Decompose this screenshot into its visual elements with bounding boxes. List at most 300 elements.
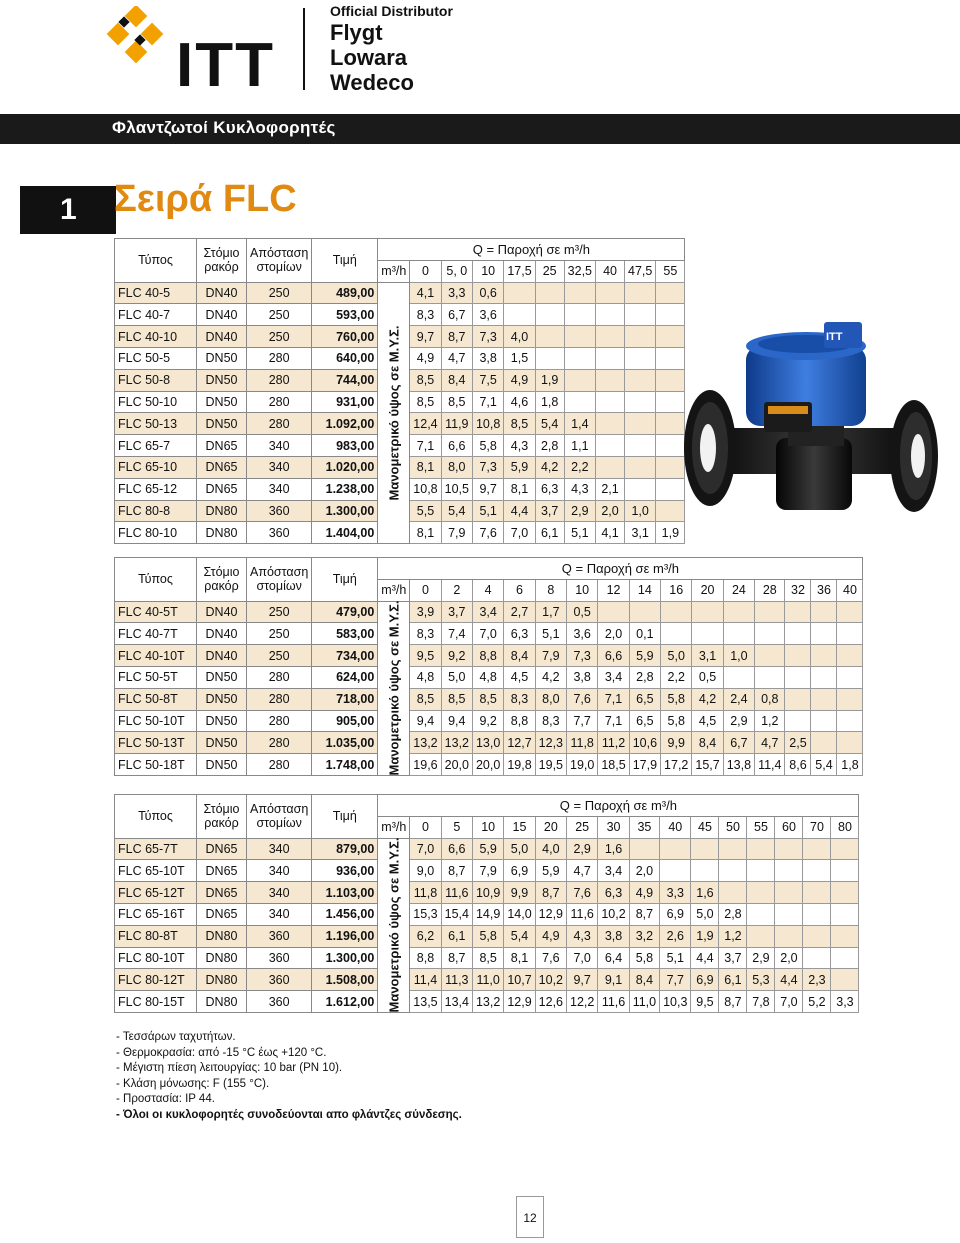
type-cell: FLC 50-8: [115, 369, 197, 391]
head-value-cell: 6,1: [535, 522, 564, 544]
col-price-header: Τιμή: [312, 795, 378, 839]
col-type-header: Τύπος: [115, 558, 197, 602]
type-cell: FLC 40-10T: [115, 645, 197, 667]
head-value-cell: 6,7: [441, 304, 472, 326]
distance-cell: 340: [247, 478, 312, 500]
head-value-cell: 8,1: [410, 522, 441, 544]
head-value-cell: [629, 601, 660, 623]
head-value-cell: 7,6: [535, 947, 566, 969]
head-value-cell: 12,6: [535, 991, 566, 1013]
port-cell: DN40: [197, 601, 247, 623]
head-value-cell: 9,1: [598, 969, 629, 991]
price-cell: 593,00: [312, 304, 378, 326]
distance-cell: 360: [247, 500, 312, 522]
head-value-cell: 4,1: [410, 282, 441, 304]
head-label: Μανομετρικό ύψος σε Μ.Υ.Σ.: [386, 600, 402, 776]
head-value-cell: 4,4: [775, 969, 803, 991]
head-value-cell: 5,9: [629, 645, 660, 667]
q-value-header: 5: [441, 816, 472, 838]
head-value-cell: 3,3: [441, 282, 472, 304]
head-value-cell: [691, 860, 719, 882]
head-label-cell: [378, 282, 410, 544]
head-value-cell: 5,1: [472, 500, 503, 522]
q-value-header: 40: [837, 579, 863, 601]
head-value-cell: 6,9: [660, 903, 691, 925]
head-value-cell: [564, 391, 595, 413]
head-value-cell: [785, 601, 811, 623]
head-value-cell: 17,9: [629, 754, 660, 776]
head-value-cell: 4,3: [567, 925, 598, 947]
head-value-cell: [504, 282, 535, 304]
head-value-cell: 3,6: [472, 304, 503, 326]
head-value-cell: 13,2: [410, 732, 441, 754]
table-row: [115, 666, 863, 688]
q-value-header: 15: [504, 816, 535, 838]
distance-cell: 250: [247, 601, 312, 623]
head-value-cell: [691, 838, 719, 860]
q-value-header: 24: [723, 579, 754, 601]
head-value-cell: 4,5: [504, 666, 535, 688]
head-value-cell: 11,3: [441, 969, 472, 991]
col-price-header: Τιμή: [312, 558, 378, 602]
head-value-cell: 7,0: [472, 623, 503, 645]
port-cell: DN80: [197, 522, 247, 544]
head-value-cell: [811, 732, 837, 754]
price-cell: 1.456,00: [312, 903, 378, 925]
head-value-cell: 1,5: [504, 347, 535, 369]
head-value-cell: 2,8: [535, 435, 564, 457]
head-value-cell: 2,9: [567, 838, 598, 860]
head-value-cell: 10,2: [535, 969, 566, 991]
head-value-cell: 7,4: [441, 623, 472, 645]
head-value-cell: 5,9: [535, 860, 566, 882]
head-value-cell: [831, 838, 859, 860]
head-value-cell: [660, 838, 691, 860]
note-item: - Κλάση μόνωσης: F (155 °C).: [116, 1077, 270, 1090]
head-value-cell: 9,9: [504, 882, 535, 904]
head-value-cell: 7,6: [472, 522, 503, 544]
head-value-cell: [755, 645, 785, 667]
head-value-cell: 19,5: [535, 754, 566, 776]
head-value-cell: 8,3: [410, 623, 441, 645]
port-cell: DN40: [197, 326, 247, 348]
head-value-cell: 1,7: [535, 601, 566, 623]
head-value-cell: 4,3: [504, 435, 535, 457]
head-value-cell: [596, 347, 625, 369]
head-value-cell: 1,8: [535, 391, 564, 413]
head-value-cell: [535, 282, 564, 304]
head-value-cell: [775, 860, 803, 882]
head-value-cell: 5,0: [661, 645, 692, 667]
head-value-cell: 0,6: [472, 282, 503, 304]
head-value-cell: 8,5: [441, 391, 472, 413]
head-value-cell: [775, 882, 803, 904]
price-cell: 905,00: [312, 710, 378, 732]
head-value-cell: 1,9: [656, 522, 685, 544]
head-value-cell: 9,4: [410, 710, 441, 732]
head-value-cell: 7,8: [747, 991, 775, 1013]
distance-cell: 340: [247, 838, 312, 860]
head-value-cell: [625, 478, 656, 500]
head-value-cell: 1,6: [598, 838, 629, 860]
price-cell: 760,00: [312, 326, 378, 348]
head-value-cell: 5,9: [472, 838, 503, 860]
head-value-cell: [596, 369, 625, 391]
head-value-cell: 0,8: [755, 688, 785, 710]
price-cell: 1.300,00: [312, 947, 378, 969]
port-cell: DN50: [197, 413, 247, 435]
head-value-cell: 15,7: [692, 754, 723, 776]
distance-cell: 280: [247, 710, 312, 732]
port-cell: DN65: [197, 478, 247, 500]
col-port-header: Στόμιο ρακόρ: [197, 795, 247, 839]
head-value-cell: [747, 860, 775, 882]
distance-cell: 340: [247, 903, 312, 925]
head-value-cell: 8,4: [629, 969, 659, 991]
price-cell: 479,00: [312, 601, 378, 623]
type-cell: FLC 50-5: [115, 347, 197, 369]
port-cell: DN40: [197, 645, 247, 667]
head-value-cell: [660, 860, 691, 882]
port-cell: DN80: [197, 500, 247, 522]
distance-cell: 250: [247, 304, 312, 326]
q-value-header: 28: [755, 579, 785, 601]
head-value-cell: 4,9: [504, 369, 535, 391]
head-value-cell: [723, 666, 754, 688]
head-value-cell: [535, 347, 564, 369]
table-row: [115, 903, 859, 925]
head-value-cell: 12,9: [535, 903, 566, 925]
head-value-cell: 8,7: [629, 903, 659, 925]
head-value-cell: 1,6: [691, 882, 719, 904]
flow-header: Q = Παροχή σε m³/h: [378, 239, 685, 261]
head-value-cell: 10,6: [629, 732, 660, 754]
table-row: [115, 623, 863, 645]
type-cell: FLC 50-13: [115, 413, 197, 435]
head-value-cell: [625, 413, 656, 435]
head-value-cell: 3,7: [441, 601, 472, 623]
head-value-cell: 3,4: [598, 666, 629, 688]
col-distance-header: Απόσταση στομίων: [247, 239, 312, 283]
head-value-cell: 3,1: [625, 522, 656, 544]
table-row: [115, 688, 863, 710]
head-value-cell: 7,5: [472, 369, 503, 391]
head-value-cell: 5,8: [472, 925, 503, 947]
flow-header: Q = Παροχή σε m³/h: [378, 795, 859, 817]
head-value-cell: [831, 860, 859, 882]
distance-cell: 280: [247, 732, 312, 754]
q-value-header: 32,5: [564, 260, 595, 282]
brand-wedeco: Wedeco: [330, 70, 414, 95]
col-type-header: Τύπος: [115, 795, 197, 839]
head-value-cell: 10,8: [472, 413, 503, 435]
head-value-cell: [837, 688, 863, 710]
head-value-cell: [811, 666, 837, 688]
head-value-cell: 2,9: [564, 500, 595, 522]
table-row: [115, 732, 863, 754]
head-value-cell: [719, 860, 747, 882]
q-value-header: 25: [535, 260, 564, 282]
head-value-cell: [803, 947, 831, 969]
port-cell: DN40: [197, 304, 247, 326]
head-value-cell: 4,0: [504, 326, 535, 348]
head-value-cell: 8,7: [441, 947, 472, 969]
table-header-row: [115, 239, 685, 261]
head-value-cell: [747, 925, 775, 947]
head-value-cell: 4,0: [535, 838, 566, 860]
head-value-cell: 8,3: [504, 688, 535, 710]
head-value-cell: 1,9: [535, 369, 564, 391]
head-value-cell: 1,4: [564, 413, 595, 435]
head-value-cell: 3,7: [719, 947, 747, 969]
q-value-header: 35: [629, 816, 659, 838]
spec-table: [114, 557, 863, 776]
head-value-cell: 7,6: [567, 882, 598, 904]
head-value-cell: 9,0: [410, 860, 441, 882]
head-value-cell: 7,1: [472, 391, 503, 413]
type-cell: FLC 40-7: [115, 304, 197, 326]
head-value-cell: 10,8: [410, 478, 441, 500]
head-value-cell: 5,4: [504, 925, 535, 947]
brand-lowara: Lowara: [330, 45, 408, 70]
price-cell: 1.508,00: [312, 969, 378, 991]
head-value-cell: 20,0: [472, 754, 503, 776]
price-cell: 640,00: [312, 347, 378, 369]
head-value-cell: 3,3: [660, 882, 691, 904]
distance-cell: 280: [247, 391, 312, 413]
q-value-header: 30: [598, 816, 629, 838]
q-value-header: 20: [692, 579, 723, 601]
head-value-cell: 5,0: [691, 903, 719, 925]
head-value-cell: [837, 601, 863, 623]
head-value-cell: 6,6: [441, 838, 472, 860]
col-port-header: Στόμιο ρακόρ: [197, 239, 247, 283]
head-value-cell: 11,0: [472, 969, 503, 991]
head-value-cell: 13,5: [410, 991, 441, 1013]
head-value-cell: 13,2: [441, 732, 472, 754]
head-value-cell: [831, 947, 859, 969]
head-label-cell: [378, 838, 410, 1012]
price-cell: 734,00: [312, 645, 378, 667]
head-value-cell: 15,4: [441, 903, 472, 925]
col-distance-header: Απόσταση στομίων: [247, 558, 312, 602]
head-value-cell: 8,5: [410, 369, 441, 391]
port-cell: DN50: [197, 710, 247, 732]
port-cell: DN65: [197, 903, 247, 925]
price-cell: 624,00: [312, 666, 378, 688]
price-cell: 1.092,00: [312, 413, 378, 435]
type-cell: FLC 80-8: [115, 500, 197, 522]
head-value-cell: 5,0: [504, 838, 535, 860]
logo-text: ITT: [176, 31, 275, 100]
port-cell: DN50: [197, 688, 247, 710]
type-cell: FLC 50-10T: [115, 710, 197, 732]
head-value-cell: [803, 882, 831, 904]
table-row: [115, 645, 863, 667]
head-value-cell: 7,7: [567, 710, 598, 732]
price-cell: 983,00: [312, 435, 378, 457]
head-value-cell: 3,8: [567, 666, 598, 688]
port-cell: DN50: [197, 391, 247, 413]
price-cell: 1.238,00: [312, 478, 378, 500]
head-value-cell: 6,9: [691, 969, 719, 991]
head-value-cell: 11,4: [755, 754, 785, 776]
q-value-header: 12: [598, 579, 629, 601]
distance-cell: 250: [247, 645, 312, 667]
head-value-cell: 7,9: [472, 860, 503, 882]
head-value-cell: 6,3: [504, 623, 535, 645]
head-value-cell: 9,4: [441, 710, 472, 732]
type-cell: FLC 40-10: [115, 326, 197, 348]
head-value-cell: 4,6: [504, 391, 535, 413]
head-value-cell: [785, 645, 811, 667]
head-value-cell: 0,5: [567, 601, 598, 623]
head-value-cell: 5,8: [661, 688, 692, 710]
note-item: - Μέγιστη πίεση λειτουργίας: 10 bar (PN 10).: [116, 1062, 343, 1074]
head-value-cell: [564, 304, 595, 326]
head-value-cell: 10,7: [504, 969, 535, 991]
head-value-cell: 2,0: [598, 623, 629, 645]
q-value-header: 0: [410, 260, 441, 282]
head-value-cell: 10,2: [598, 903, 629, 925]
head-value-cell: 6,4: [598, 947, 629, 969]
head-value-cell: 2,1: [596, 478, 625, 500]
head-value-cell: [747, 838, 775, 860]
q-value-header: 45: [691, 816, 719, 838]
head-value-cell: 8,1: [504, 478, 535, 500]
head-label-cell: [378, 601, 410, 775]
q-value-header: 0: [410, 816, 441, 838]
q-value-header: 50: [719, 816, 747, 838]
port-cell: DN50: [197, 754, 247, 776]
distance-cell: 280: [247, 413, 312, 435]
head-value-cell: 8,8: [410, 947, 441, 969]
price-cell: 931,00: [312, 391, 378, 413]
head-value-cell: 2,9: [723, 710, 754, 732]
price-cell: 1.020,00: [312, 456, 378, 478]
head-value-cell: 9,2: [441, 645, 472, 667]
head-value-cell: 2,8: [629, 666, 660, 688]
distance-cell: 280: [247, 369, 312, 391]
q-value-header: 60: [775, 816, 803, 838]
port-cell: DN50: [197, 666, 247, 688]
head-value-cell: 10,5: [441, 478, 472, 500]
distance-cell: 280: [247, 347, 312, 369]
pump-label: ITT: [826, 331, 843, 343]
distance-cell: 340: [247, 435, 312, 457]
head-value-cell: 5,4: [811, 754, 837, 776]
distance-cell: 360: [247, 991, 312, 1013]
head-value-cell: [596, 435, 625, 457]
head-value-cell: [535, 326, 564, 348]
head-value-cell: 8,5: [441, 688, 472, 710]
q-value-header: 14: [629, 579, 660, 601]
q-value-header: 10: [567, 579, 598, 601]
head-value-cell: [755, 666, 785, 688]
head-value-cell: [755, 601, 785, 623]
head-value-cell: [564, 326, 595, 348]
head-value-cell: 4,2: [535, 456, 564, 478]
port-cell: DN80: [197, 991, 247, 1013]
type-cell: FLC 65-16T: [115, 903, 197, 925]
head-value-cell: 1,1: [564, 435, 595, 457]
type-cell: FLC 65-7T: [115, 838, 197, 860]
head-value-cell: 8,1: [504, 947, 535, 969]
head-value-cell: [747, 903, 775, 925]
head-value-cell: 6,7: [723, 732, 754, 754]
head-value-cell: 11,8: [410, 882, 441, 904]
head-value-cell: 2,9: [747, 947, 775, 969]
distance-cell: 340: [247, 860, 312, 882]
head-value-cell: [837, 666, 863, 688]
price-cell: 1.035,00: [312, 732, 378, 754]
head-value-cell: 4,7: [441, 347, 472, 369]
head-value-cell: 7,3: [472, 456, 503, 478]
head-value-cell: 8,5: [472, 688, 503, 710]
head-value-cell: 4,8: [472, 666, 503, 688]
head-value-cell: 8,1: [410, 456, 441, 478]
head-value-cell: [837, 732, 863, 754]
price-cell: 718,00: [312, 688, 378, 710]
head-value-cell: 10,3: [660, 991, 691, 1013]
flow-header: Q = Παροχή σε m³/h: [378, 558, 863, 580]
distance-cell: 250: [247, 326, 312, 348]
q-value-header: 25: [567, 816, 598, 838]
q-value-header: 16: [661, 579, 692, 601]
head-value-cell: [504, 304, 535, 326]
q-value-header: 40: [596, 260, 625, 282]
port-cell: DN50: [197, 369, 247, 391]
head-value-cell: 8,4: [441, 369, 472, 391]
port-cell: DN40: [197, 623, 247, 645]
head-value-cell: 7,1: [598, 710, 629, 732]
type-cell: FLC 80-10: [115, 522, 197, 544]
price-cell: 489,00: [312, 282, 378, 304]
head-value-cell: [785, 666, 811, 688]
head-value-cell: 3,7: [535, 500, 564, 522]
brand-flygt: Flygt: [330, 20, 383, 45]
head-value-cell: 11,0: [629, 991, 659, 1013]
type-cell: FLC 80-15T: [115, 991, 197, 1013]
head-value-cell: 3,9: [410, 601, 441, 623]
port-cell: DN80: [197, 947, 247, 969]
head-value-cell: 1,2: [719, 925, 747, 947]
q-value-header: 20: [535, 816, 566, 838]
head-value-cell: 7,1: [598, 688, 629, 710]
head-value-cell: 7,9: [441, 522, 472, 544]
head-value-cell: 5,3: [747, 969, 775, 991]
head-value-cell: 8,7: [441, 860, 472, 882]
type-cell: FLC 50-8T: [115, 688, 197, 710]
head-value-cell: 6,3: [535, 478, 564, 500]
distance-cell: 250: [247, 623, 312, 645]
head-value-cell: [811, 601, 837, 623]
type-cell: FLC 40-7T: [115, 623, 197, 645]
head-label: Μανομετρικό ύψος σε Μ.Υ.Σ.: [386, 837, 402, 1013]
head-value-cell: 7,0: [567, 947, 598, 969]
head-value-cell: [755, 623, 785, 645]
head-value-cell: 2,0: [596, 500, 625, 522]
head-value-cell: [692, 623, 723, 645]
head-value-cell: 8,3: [535, 710, 566, 732]
head-value-cell: 9,9: [661, 732, 692, 754]
type-cell: FLC 65-12: [115, 478, 197, 500]
head-value-cell: 9,7: [472, 478, 503, 500]
table-row: [115, 947, 859, 969]
head-value-cell: 4,9: [535, 925, 566, 947]
price-cell: 1.196,00: [312, 925, 378, 947]
head-value-cell: 1,8: [837, 754, 863, 776]
